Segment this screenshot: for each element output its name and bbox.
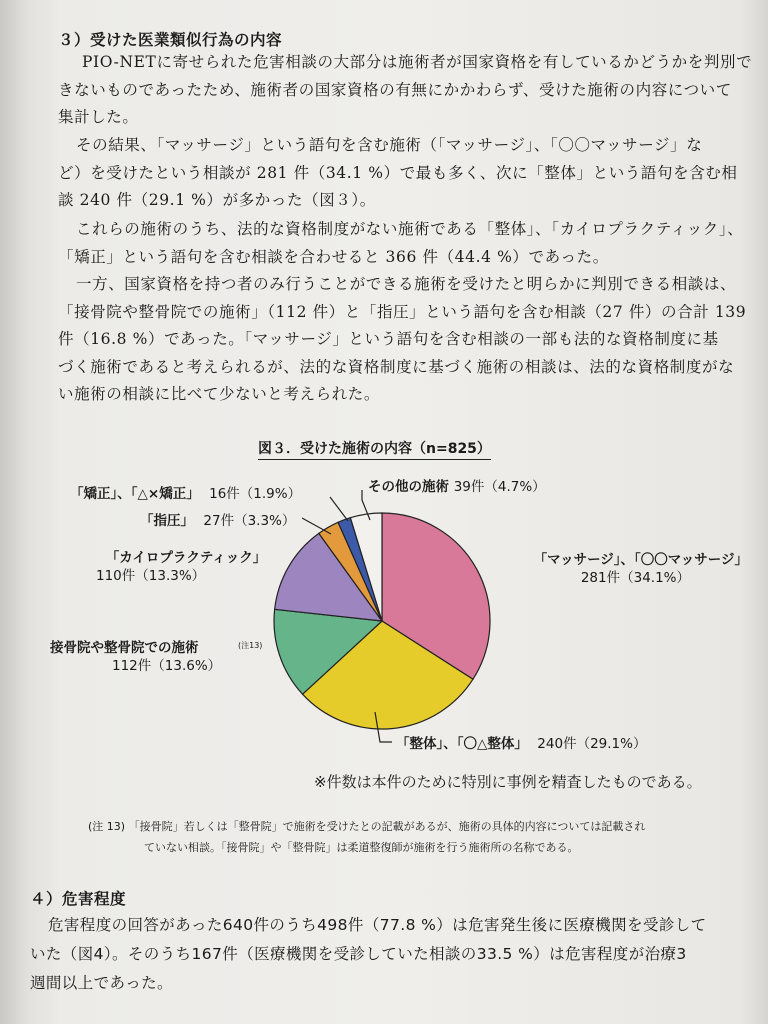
note-13-line: (注 13) 「接骨院」若しくは「整骨院」で施術を受けたとの記載があるが、施術の具体的内容については記載され xyxy=(88,820,646,833)
text-line: 「矯正」という語句を含む相談を合わせると 366 件（44.4 %）であった。 xyxy=(58,247,609,266)
label-sekkotsuin-name: 接骨院や整骨院での施術 xyxy=(50,640,199,656)
text-line: 「接骨院や整骨院での施術」（112 件）と「指圧」という語句を含む相談（27 件）の合計 139 xyxy=(58,302,747,321)
label-massage-count: 281件（34.1%） xyxy=(580,570,690,586)
text-line: PIO-NETに寄せられた危害相談の大部分は施術者が国家資格を有しているかどうかを判別で xyxy=(82,53,753,71)
text-line: きないものであったため、施術者の国家資格の有無にかかわらず、受けた施術の内容について xyxy=(58,80,732,99)
leader-line-shiatsu xyxy=(302,518,331,534)
label-sekkotsuin xyxy=(50,639,221,675)
label-chiropractic xyxy=(96,549,276,585)
figure-title: 図３．受けた施術の内容（n=825） xyxy=(258,438,491,460)
label-chiropractic-name: 「カイロプラクティック」 xyxy=(105,550,267,566)
section4-paragraph-1 xyxy=(30,911,750,998)
label-sonota: その他の施術 39件（4.7%） xyxy=(368,479,546,495)
text-line: 談 240 件（29.1 %）が多かった（図３）。 xyxy=(58,191,376,209)
asterisk-note: ※件数は本件のために特別に事例を精査したものである。 xyxy=(314,773,702,791)
text-line: 一方、国家資格を持つ者のみ行うことができる施術を受けたと明らかに判別できる相談は、 xyxy=(76,275,737,293)
text-line: 件（16.8 %）であった。「マッサージ」という語句を含む相談の一部も法的な資格制度に基 xyxy=(58,330,719,348)
text-line: ど）を受けたという相談が 281 件（34.1 %）で最も多く、次に「整体」という語句を含む相 xyxy=(58,163,738,182)
note-13 xyxy=(88,816,645,858)
note-13-line: ていない相談。「接骨院」や「整骨院」は柔道整復師が施術を行う施術所の名称である。 xyxy=(144,841,579,854)
text-line: づく施術であると考えられるが、法的な資格制度に基づく施術の相談は、法的な資格制度がな xyxy=(58,357,735,376)
leader-line-kyousei xyxy=(330,497,348,521)
section3-heading: ３）受けた医業類似行為の内容 xyxy=(58,31,283,49)
text-line: いた（図4）。そのうち167件（医療機関を受診していた相談の33.5 %）は危害程度が治療3 xyxy=(30,945,687,963)
label-chiropractic-count: 110件（13.3%） xyxy=(96,568,206,584)
text-line: 危害程度の回答があった640件のうち498件（77.8 %）は危害発生後に医療機関を受診して xyxy=(48,916,707,934)
label-kyousei: 「矯正」、「△×矯正」 16件（1.9%） xyxy=(70,486,302,502)
label-shiatsu: 「指圧」 27件（3.3%） xyxy=(140,513,296,529)
label-sekkotsuin-count: 112件（13.6%） xyxy=(112,658,222,674)
text-line: 週間以上であった。 xyxy=(30,974,173,992)
label-seitai: 「整体」、「〇△整体」 240件（29.1%） xyxy=(396,736,647,752)
label-massage-name: 「マッサージ」、「〇〇マッサージ」 xyxy=(533,552,748,568)
text-line: その結果、「マッサージ」という語句を含む施術（「マッサージ」、「〇〇マッサージ」な xyxy=(76,136,703,154)
label-massage xyxy=(488,551,748,587)
text-line: これらの施術のうち、法的な資格制度がない施術である「整体」、「カイロプラクティック」、 xyxy=(76,220,744,238)
section4-heading: ４）危害程度 xyxy=(30,890,127,908)
text-line: 集計した。 xyxy=(58,108,139,126)
text-line: い施術の相談に比べて少ないと考えられた。 xyxy=(58,385,381,403)
footnote-marker: (注13) xyxy=(238,641,263,650)
